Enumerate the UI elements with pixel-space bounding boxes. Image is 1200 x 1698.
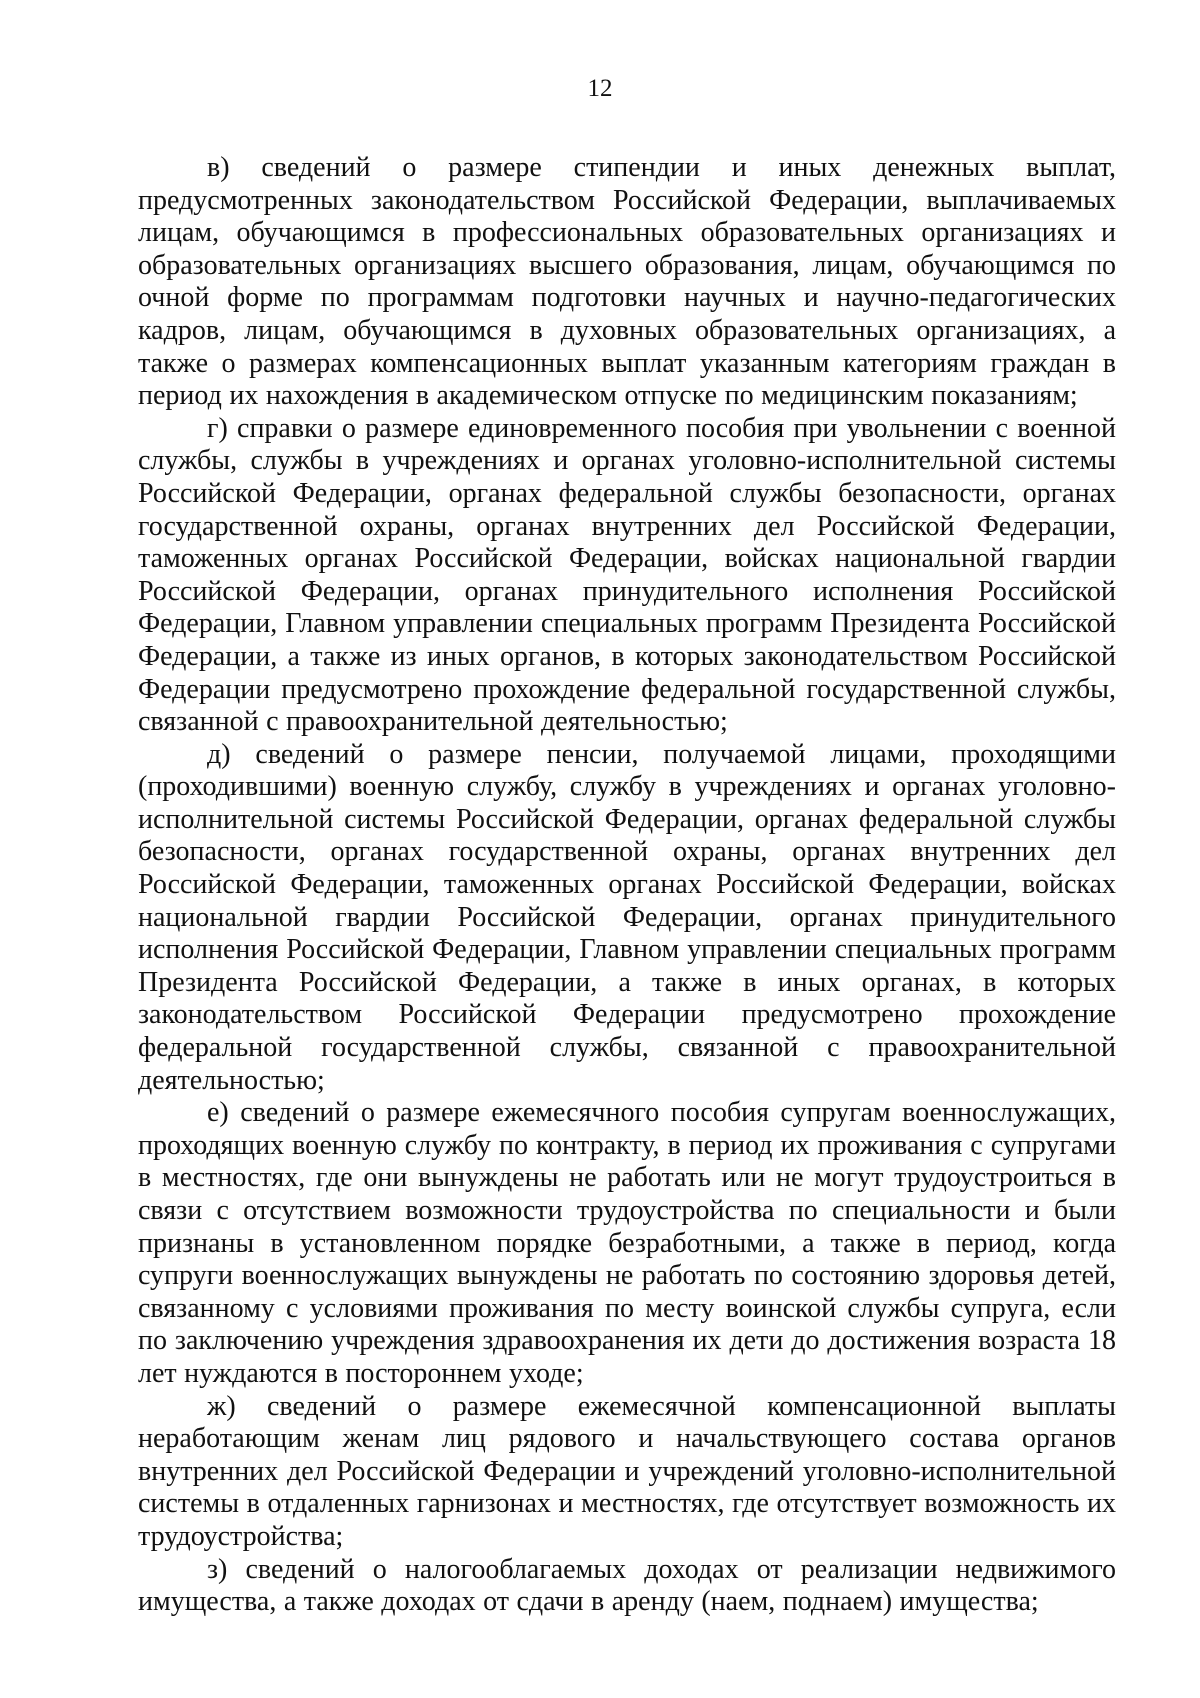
page-number: 12: [587, 75, 613, 102]
document-body: [138, 152, 1116, 1619]
paragraph-g: г) справки о размере единовременного пособия при увольнении с военной службы, службы в учреждениях и органах уголовно-исполнительной системы Российской Федерации, органах федеральной службы безопасности, органах государственной охраны, органах внутренних дел Российской Федерации, таможенных органах Российской Федерации, войсках национальной гвардии Российской Федерации, органах принудительного исполнения Российской Федерации, Главном управлении специальных программ Президента Российской Федерации, а также из иных органов, в которых законодательством Российской Федерации предусмотрено прохождение федеральной государственной службы, связанной с правоохранительной деятельностью;: [138, 412, 1116, 738]
paragraph-v: в) сведений о размере стипендии и иных денежных выплат, предусмотренных законодательством Российской Федерации, выплачиваемых лицам, обучающимся в профессиональных образовательных организациях и образовательных организациях высшего образования, лицам, обучающимся по очной форме по программам подготовки научных и научно-педагогических кадров, лицам, обучающимся в духовных образовательных организациях, а также о размерах компенсационных выплат указанным категориям граждан в период их нахождения в академическом отпуске по медицинским показаниям;: [138, 152, 1116, 412]
paragraph-e: е) сведений о размере ежемесячного пособия супругам военнослужащих, проходящих военную службу по контракту, в период их проживания с супругами в местностях, где они вынуждены не работать или не могут трудоустроиться в связи с отсутствием возможности трудоустройства по специальности и были признаны в установленном порядке безработными, а также в период, когда супруги военнослужащих вынуждены не работать по состоянию здоровья детей, связанному с условиями проживания по месту воинской службы супруга, если по заключению учреждения здравоохранения их дети до достижения возраста 18 лет нуждаются в постороннем уходе;: [138, 1097, 1116, 1389]
paragraph-zh: ж) сведений о размере ежемесячной компенсационной выплаты неработающим женам лиц рядового и начальствующего состава органов внутренних дел Российской Федерации и учреждений уголовно-исполнительной системы в отдаленных гарнизонах и местностях, где отсутствует возможность их трудоустройства;: [138, 1390, 1116, 1552]
paragraph-d: д) сведений о размере пенсии, получаемой лицами, проходящими (проходившими) военную службу, службу в учреждениях и органах уголовно-исполнительной системы Российской Федерации, органах федеральной службы безопасности, органах государственной охраны, органах внутренних дел Российской Федерации, таможенных органах Российской Федерации, войсках национальной гвардии Российской Федерации, органах принудительного исполнения Российской Федерации, Главном управлении специальных программ Президента Российской Федерации, а также в иных органах, в которых законодательством Российской Федерации предусмотрено прохождение федеральной государственной службы, связанной с правоохранительной деятельностью;: [138, 738, 1116, 1096]
paragraph-z: з) сведений о налогооблагаемых доходах от реализации недвижимого имущества, а также доходах от сдачи в аренду (наем, поднаем) имущества;: [138, 1553, 1116, 1618]
